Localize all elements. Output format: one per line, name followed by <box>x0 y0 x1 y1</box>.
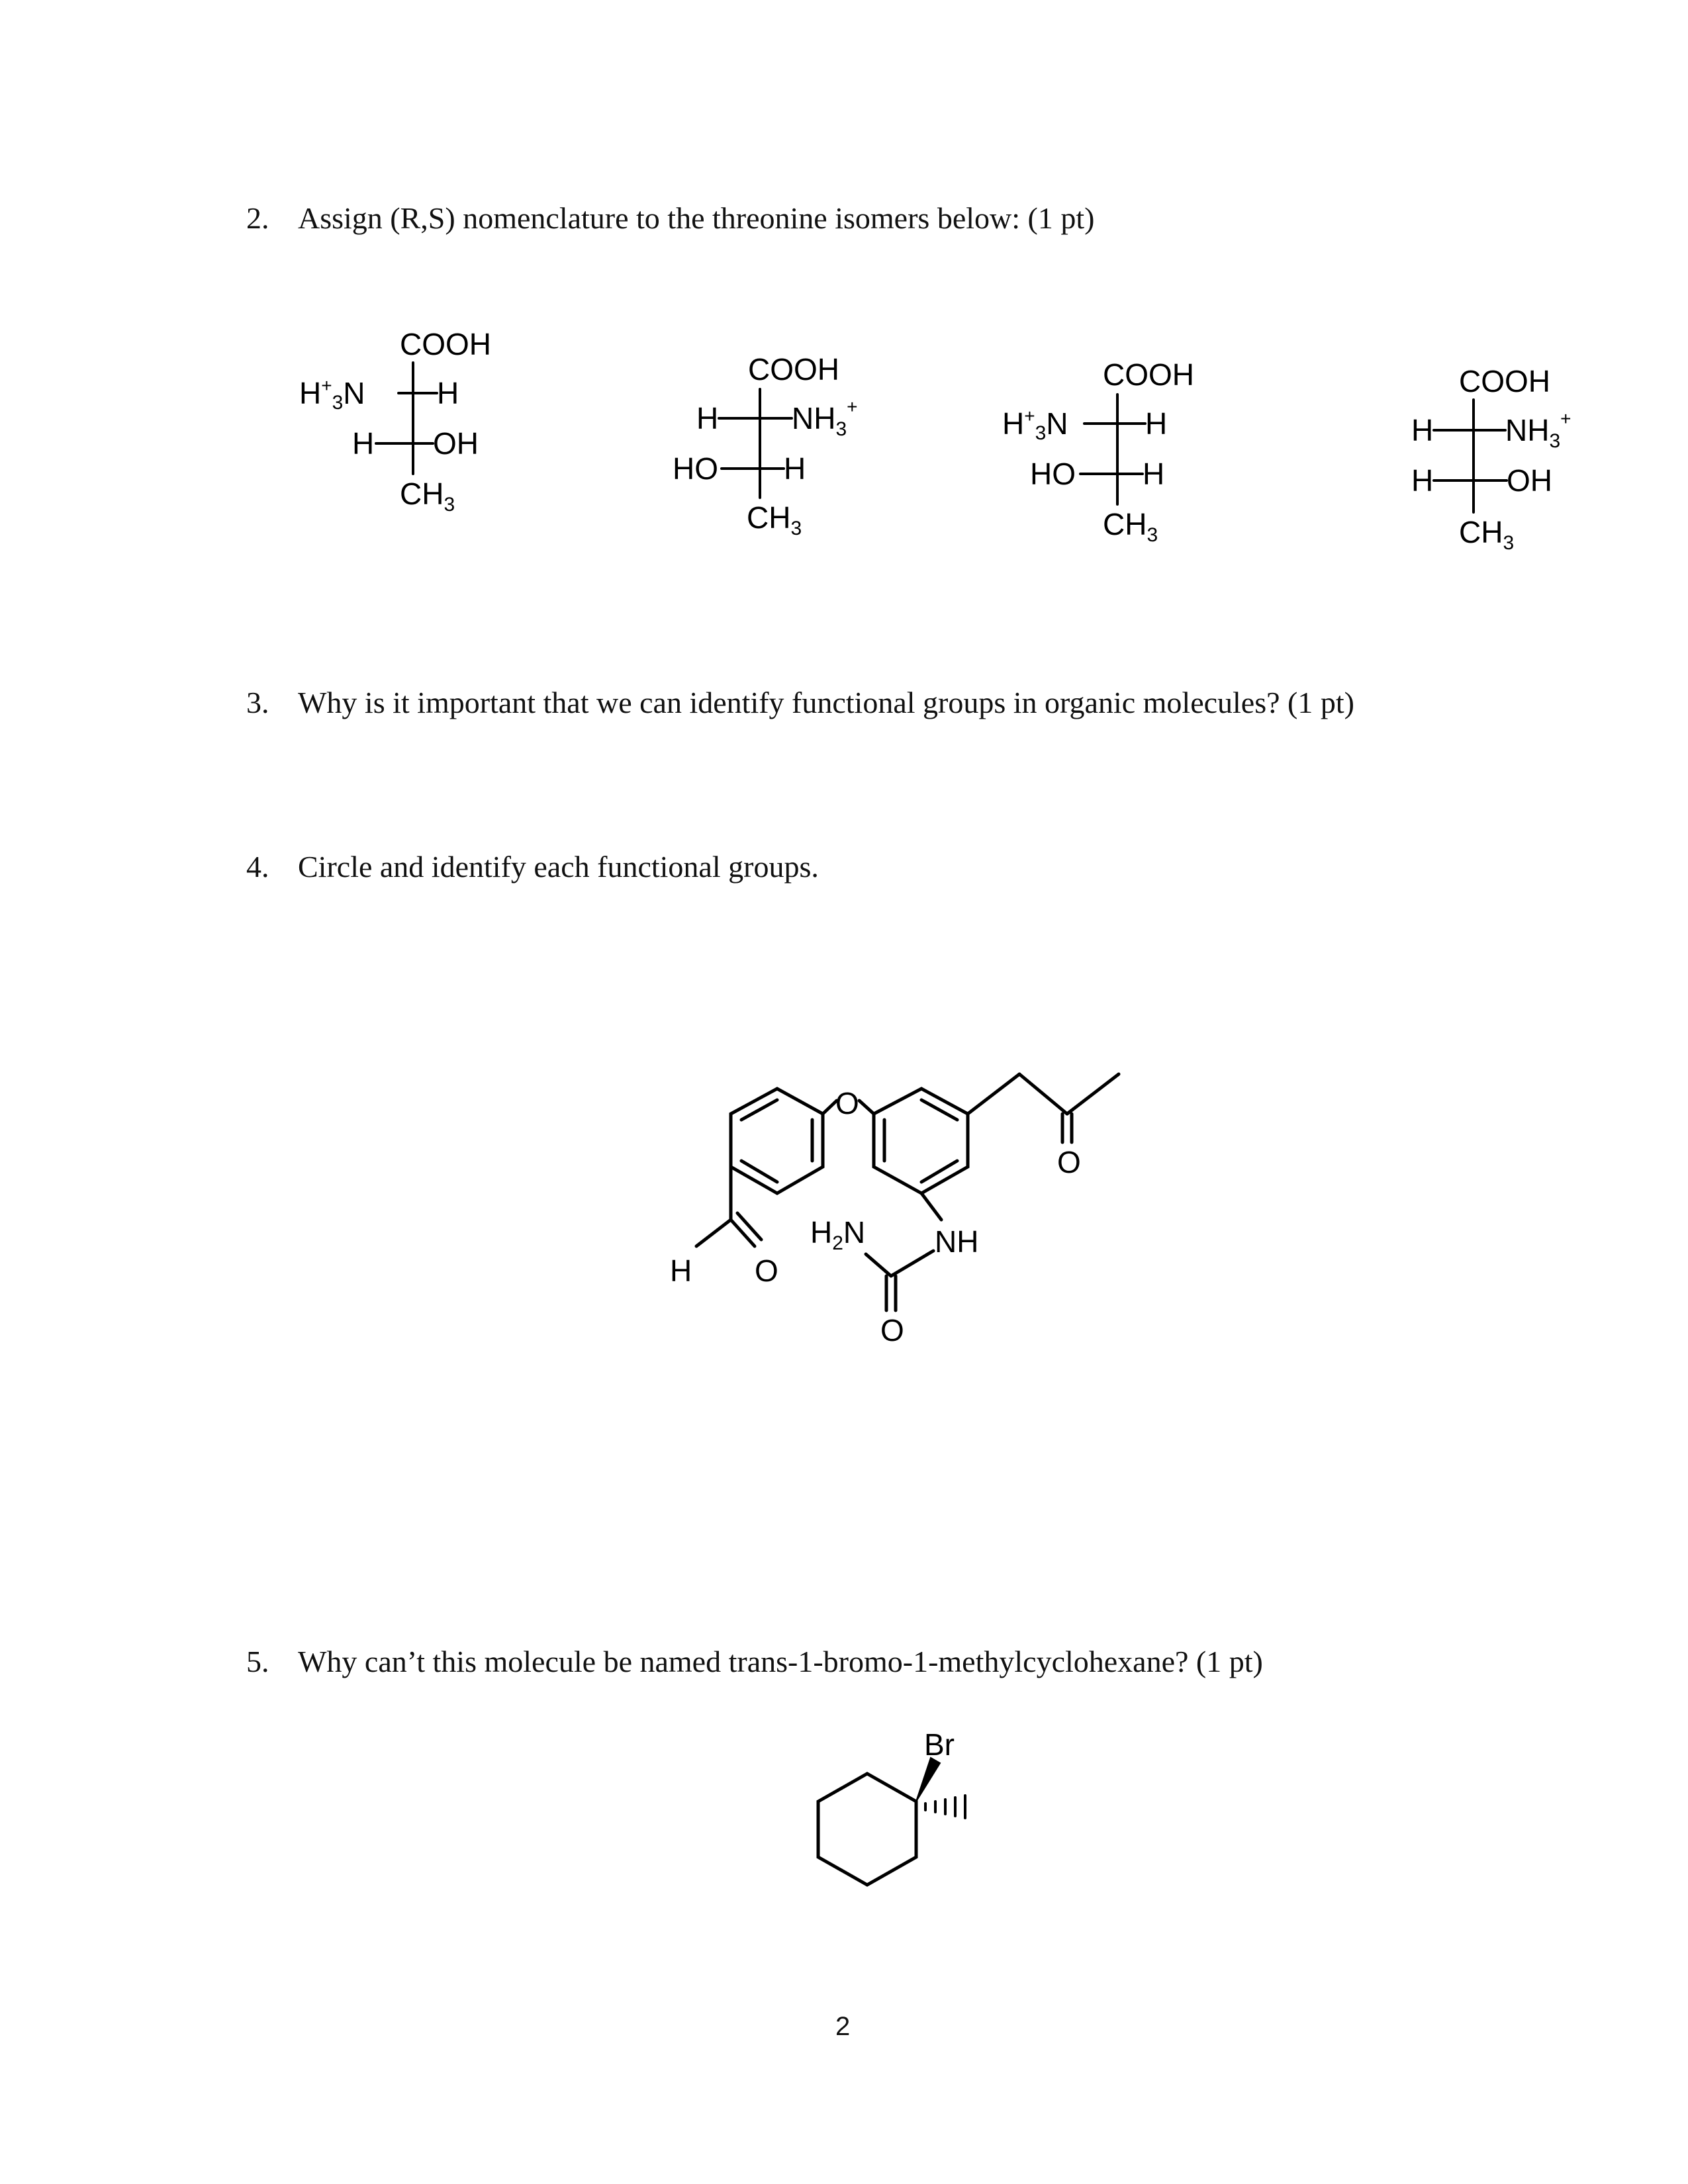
right-group-row2: OH <box>433 426 479 461</box>
left-group-row1: H <box>696 401 719 435</box>
right-group-row2: H <box>1143 457 1165 491</box>
right-group-row1: $NH_3^+$ <box>1505 408 1571 452</box>
left-benzene-ring <box>731 1089 823 1193</box>
left-group-row2: H <box>352 426 375 461</box>
bottom-group: $CH_3$ <box>1459 515 1515 554</box>
cyclohexane-ring <box>818 1774 916 1885</box>
methyl-hash-bond <box>925 1796 965 1818</box>
question-number: 3. <box>246 686 269 719</box>
left-group-row1: $H^+_3N$ <box>299 375 365 414</box>
left-group-row2: HO <box>673 451 718 486</box>
urea-oxygen: O <box>880 1313 904 1347</box>
question-number: 2. <box>246 201 269 235</box>
left-group-row1: H <box>1411 413 1434 447</box>
right-group-row2: H <box>784 451 806 486</box>
question-text: Assign (R,S) nomenclature to the threonine isomers below: (1 pt) <box>298 201 1095 235</box>
question-number: 4. <box>246 850 269 884</box>
bromo-methylcyclohexane <box>818 1727 965 1885</box>
nh-group: NH <box>935 1224 979 1259</box>
top-group: COOH <box>1103 357 1194 392</box>
question-text: Circle and identify each functional groups. <box>298 850 819 884</box>
top-group: COOH <box>1459 364 1550 398</box>
bromine-label: Br <box>924 1727 955 1762</box>
left-group-row1: $H^+_3N$ <box>1002 406 1068 444</box>
bottom-group: $CH_3$ <box>1103 507 1158 546</box>
page-number: 2 <box>835 2012 851 2041</box>
right-benzene-ring <box>874 1089 968 1193</box>
top-group: COOH <box>748 352 839 387</box>
bottom-group: $CH_3$ <box>400 477 455 516</box>
fischer-projection-4 <box>1411 364 1571 554</box>
aldehyde-hydrogen: H <box>670 1253 692 1288</box>
aldehyde-oxygen: O <box>755 1253 778 1288</box>
fischer-projection-3 <box>1002 357 1194 546</box>
right-group-row1: H <box>437 376 459 410</box>
ether-oxygen: O <box>835 1086 859 1120</box>
ketone-oxygen: O <box>1057 1145 1081 1179</box>
left-group-row2: HO <box>1030 457 1076 491</box>
right-group-row2: OH <box>1507 463 1552 498</box>
fischer-projection-2 <box>673 352 858 539</box>
question-number: 5. <box>246 1645 269 1678</box>
right-group-row1: $NH_3^+$ <box>792 396 858 440</box>
amine-group: $H_2N$ <box>810 1215 866 1254</box>
right-group-row1: H <box>1145 406 1168 441</box>
top-group: COOH <box>400 327 491 361</box>
bottom-group: $CH_3$ <box>747 500 802 539</box>
bromine-wedge-bond <box>916 1758 940 1801</box>
question-text: Why can’t this molecule be named trans-1-bromo-1-methylcyclohexane? (1 pt) <box>298 1645 1263 1678</box>
fischer-projection-1 <box>299 327 491 516</box>
left-group-row2: H <box>1411 463 1434 498</box>
question-text: Why is it important that we can identify functional groups in organic molecules? (1 pt) <box>298 686 1354 719</box>
